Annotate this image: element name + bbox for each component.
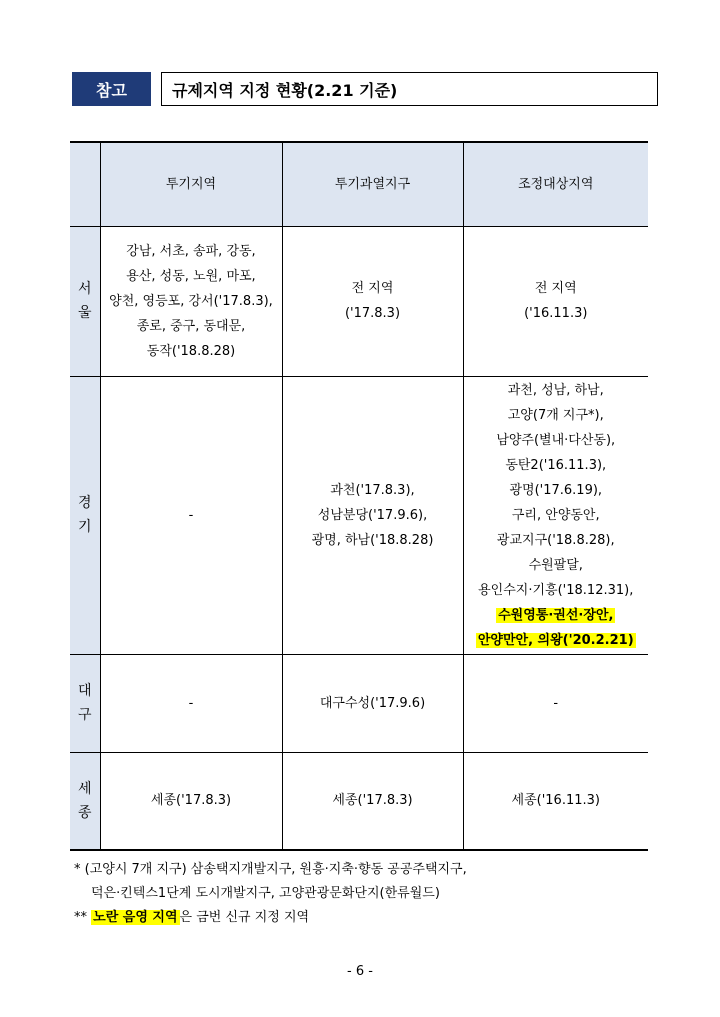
column-header-speculation: 투기지역 [100,142,282,226]
cell-daegu-speculation: - [100,654,282,752]
region-cell-gyeonggi: 경 기 [70,376,100,654]
table-row-seoul [70,226,648,376]
page-title: 규제지역 지정 현황(2.21 기준) [172,80,398,100]
new-designation-line-1: 수원영통·권선·장안, [498,607,614,623]
column-header-adjustment: 조정대상지역 [463,142,648,226]
cell-sejong-overheated: 세종('17.8.3) [282,752,463,850]
cell-seoul-speculation: 강남, 서초, 송파, 강동, 용산, 성동, 노원, 마포, 양천, 영등포, 강서('17.8.3), 종로, 중구, 동대문, 동작('18.8.28) [100,226,282,376]
cell-gyeonggi-speculation: - [100,376,282,654]
table-row-sejong [70,752,648,850]
table-row-gyeonggi [70,376,648,654]
cell-gyeonggi-adjustment: 과천, 성남, 하남, 고양(7개 지구*), 남양주(별내·다산동), 동탄2('16.11.3), 광명('17.6.19), 구리, 안양동안, 광교지구('18.8.28), 수원팔달, 용인수지·기흥('18.12.31), 수원영통·권선·장안, 안양만안, 의왕('20.2.21) [463,376,648,654]
region-cell-daegu: 대 구 [70,654,100,752]
region-cell-seoul: 서 울 [70,226,100,376]
cell-seoul-overheated: 전 지역 ('17.8.3) [282,226,463,376]
regulation-table [70,141,648,851]
table-row-daegu [70,654,648,752]
column-header-overheated: 투기과열지구 [282,142,463,226]
region-cell-sejong: 세 종 [70,752,100,850]
new-designation-line-2: 안양만안, 의왕('20.2.21) [477,632,634,648]
footnote-1-line-2: 덕은·킨텍스1단계 도시개발지구, 고양관광문화단지(한류월드) [91,886,440,901]
cell-gyeonggi-overheated: 과천('17.8.3), 성남분당('17.9.6), 광명, 하남('18.8.28) [282,376,463,654]
footnote-2: ** 노란 음영 지역 은 금번 신규 지정 지역 [74,910,310,925]
cell-daegu-overheated: 대구수성('17.9.6) [282,654,463,752]
corner-cell [70,142,100,226]
title-box [161,72,658,106]
footnote-1-line-1: * (고양시 7개 지구) 삼송택지개발지구, 원흥·지축·향동 공공주택지구, [74,862,467,877]
page-number: - 6 - [347,964,373,979]
section-header [72,72,648,106]
footnotes [74,858,467,930]
reference-tag: 참고 [72,72,151,106]
table-header-row [70,142,648,226]
cell-sejong-speculation: 세종('17.8.3) [100,752,282,850]
cell-seoul-adjustment: 전 지역 ('16.11.3) [463,226,648,376]
footnote-2-highlight: 노란 음영 지역 [93,910,178,925]
cell-sejong-adjustment: 세종('16.11.3) [463,752,648,850]
cell-daegu-adjustment: - [463,654,648,752]
